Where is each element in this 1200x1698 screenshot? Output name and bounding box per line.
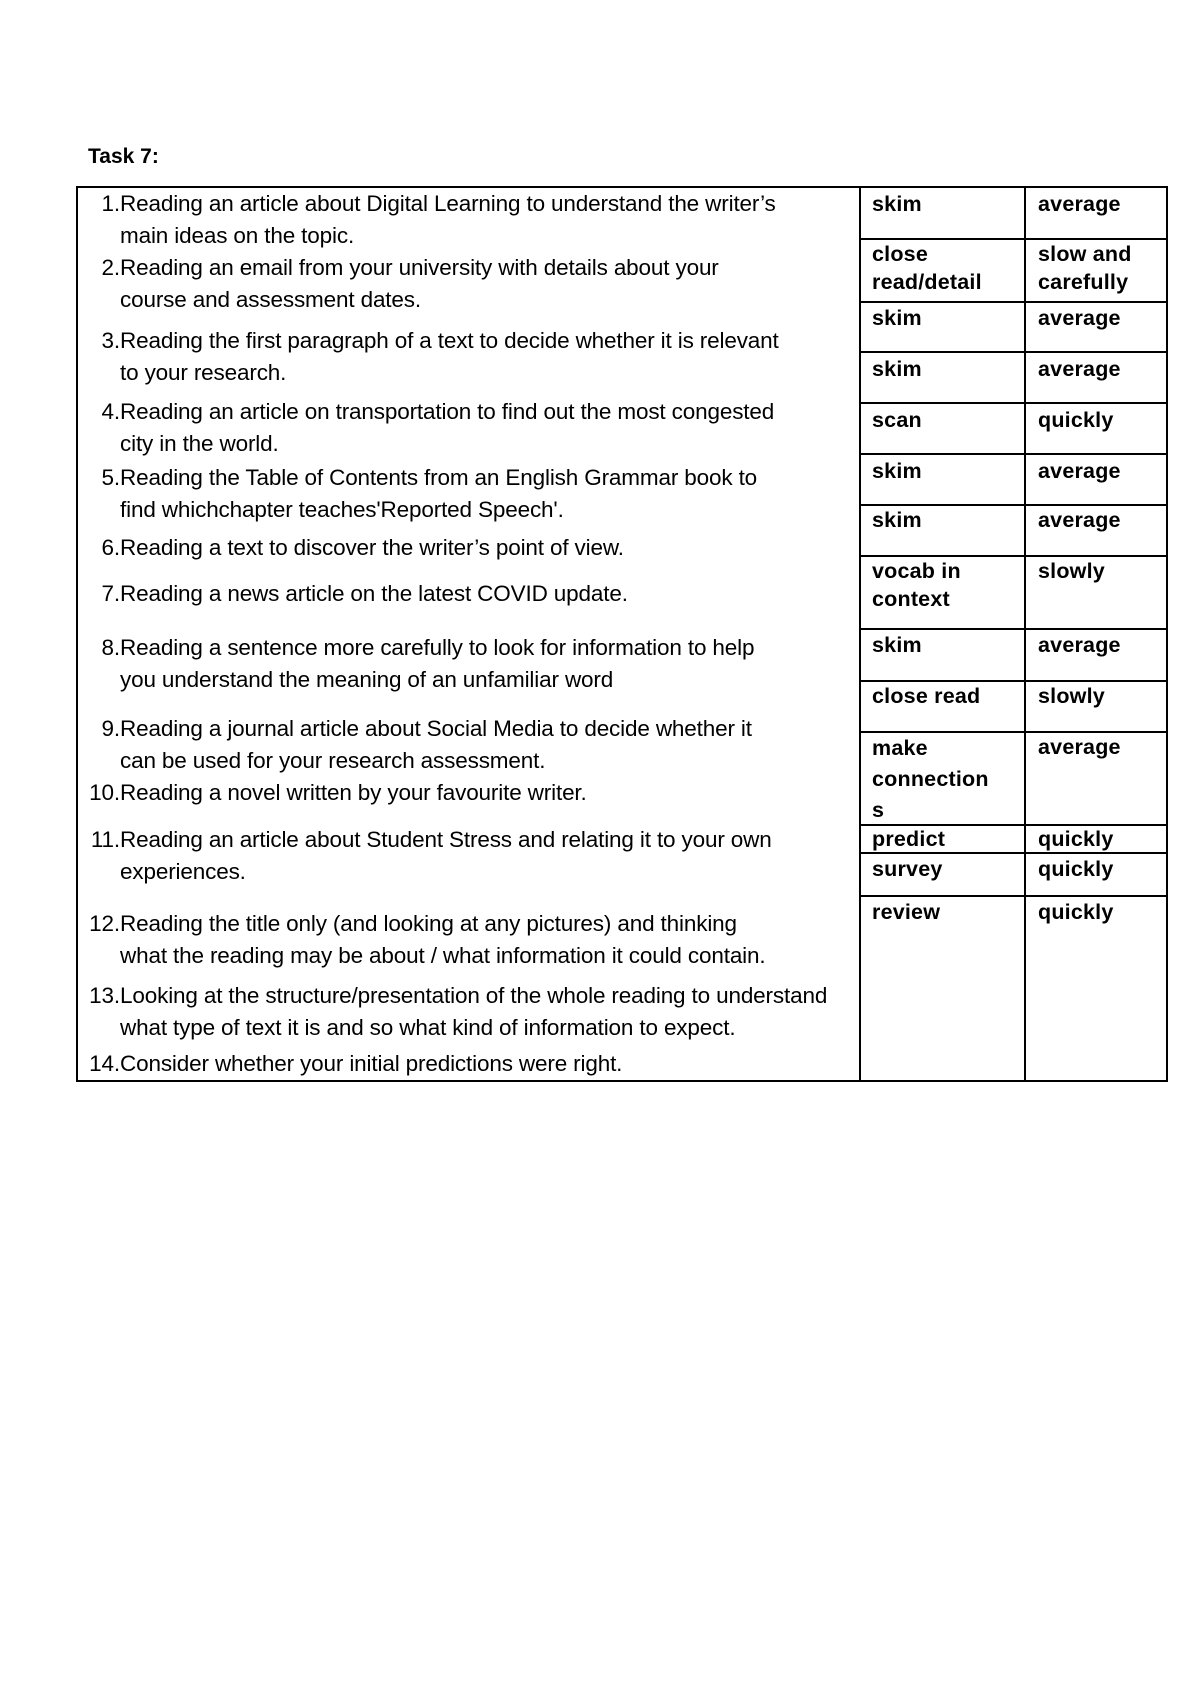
item-text: Reading the title only (and looking at any pictures) and thinking	[120, 911, 737, 936]
item-number: 8.	[101, 635, 120, 660]
list-item	[84, 252, 719, 312]
item-text: Reading an email from your university with details about your	[120, 255, 719, 280]
list-item	[84, 824, 772, 884]
item-text: Reading the first paragraph of a text to decide whether it is relevant	[120, 328, 779, 353]
item-number: 6.	[101, 535, 120, 560]
list-item	[84, 1048, 623, 1080]
row-divider	[860, 301, 1168, 303]
speed-cell: quickly	[1038, 900, 1114, 924]
strategy-cell: review	[872, 900, 941, 924]
speed-cell: quickly	[1038, 408, 1114, 432]
speed-cell	[1038, 240, 1132, 296]
strategy-cell	[872, 240, 982, 296]
item-number: 3.	[101, 328, 120, 353]
item-number: 4.	[101, 399, 120, 424]
strategy-cell: survey	[872, 857, 943, 881]
strategy-cell: skim	[872, 306, 922, 330]
item-text: Reading an article about Student Stress and relating it to your own	[120, 827, 772, 852]
speed-cell: average	[1038, 306, 1121, 330]
strategy-cell: close read	[872, 684, 981, 708]
item-text: Reading a news article on the latest COVID update.	[120, 581, 628, 606]
speed-text: carefully	[1038, 270, 1129, 294]
strategy-text: s	[872, 798, 885, 822]
list-item	[84, 325, 779, 385]
strategy-cell: scan	[872, 408, 922, 432]
item-text: Reading a novel written by your favourite writer.	[120, 780, 587, 805]
list-item	[84, 462, 758, 522]
item-text: find whichchapter teaches'Reported Speech'.	[120, 497, 564, 522]
strategy-text: vocab in	[872, 559, 961, 583]
speed-cell: average	[1038, 735, 1121, 759]
item-number: 10.	[89, 780, 120, 805]
item-text: Reading the Table of Contents from an English Grammar book to	[120, 465, 758, 490]
speed-cell: average	[1038, 459, 1121, 483]
speed-text: slow and	[1038, 242, 1132, 266]
item-text: main ideas on the topic.	[120, 223, 355, 248]
strategy-cell: skim	[872, 192, 922, 216]
speed-cell: slowly	[1038, 684, 1105, 708]
item-text: what the reading may be about / what information it could contain.	[120, 943, 766, 968]
item-number: 5.	[101, 465, 120, 490]
row-divider	[860, 402, 1168, 404]
list-item	[84, 980, 828, 1040]
strategy-text: connection	[872, 767, 989, 791]
item-text: Reading an article on transportation to find out the most congested	[120, 399, 775, 424]
strategy-text: close	[872, 242, 928, 266]
speed-cell: quickly	[1038, 827, 1114, 851]
list-item	[84, 777, 587, 809]
item-text: Looking at the structure/presentation of the whole reading to understand	[120, 983, 828, 1008]
list-item	[84, 578, 628, 610]
task-title: Task 7:	[88, 145, 159, 168]
speed-cell: average	[1038, 357, 1121, 381]
item-text: you understand the meaning of an unfamiliar word	[120, 667, 614, 692]
row-divider	[860, 895, 1168, 897]
strategy-cell	[872, 733, 989, 826]
item-number: 1.	[101, 191, 120, 216]
item-text: Reading a journal article about Social Media to decide whether it	[120, 716, 752, 741]
speed-cell: average	[1038, 633, 1121, 657]
strategy-text: make	[872, 736, 928, 760]
list-item	[84, 188, 776, 248]
item-text: Consider whether your initial predictions were right.	[120, 1051, 623, 1076]
item-number: 13.	[89, 983, 120, 1008]
list-item	[84, 396, 775, 456]
row-divider	[860, 453, 1168, 455]
strategy-text: read/detail	[872, 270, 982, 294]
strategy-text: context	[872, 587, 950, 611]
item-number: 14.	[89, 1051, 120, 1076]
item-number: 11.	[90, 827, 120, 852]
item-text: what type of text it is and so what kind of information to expect.	[120, 1015, 736, 1040]
item-text: city in the world.	[120, 431, 279, 456]
speed-cell: average	[1038, 508, 1121, 532]
item-text: experiences.	[120, 859, 246, 884]
list-item	[84, 632, 755, 692]
item-text: Reading a sentence more carefully to look for information to help	[120, 635, 755, 660]
item-text: Reading an article about Digital Learning to understand the writer’s	[120, 191, 776, 216]
item-text: course and assessment dates.	[120, 287, 421, 312]
strategy-cell: skim	[872, 633, 922, 657]
column-divider	[859, 186, 861, 1082]
row-divider	[860, 351, 1168, 353]
item-number: 2.	[101, 255, 120, 280]
item-text: to your research.	[120, 360, 287, 385]
list-item	[84, 713, 752, 773]
item-text: Reading a text to discover the writer’s point of view.	[120, 535, 624, 560]
speed-cell: slowly	[1038, 559, 1105, 583]
row-divider	[860, 628, 1168, 630]
speed-cell: average	[1038, 192, 1121, 216]
speed-cell: quickly	[1038, 857, 1114, 881]
column-divider	[1024, 186, 1026, 1082]
strategy-cell: predict	[872, 827, 946, 851]
strategy-cell: skim	[872, 357, 922, 381]
item-number: 7.	[101, 581, 120, 606]
item-number: 9.	[101, 716, 120, 741]
strategy-cell	[872, 557, 961, 613]
strategy-cell: skim	[872, 459, 922, 483]
list-item	[84, 532, 624, 564]
item-number: 12.	[89, 911, 120, 936]
strategy-cell: skim	[872, 508, 922, 532]
list-item	[84, 908, 766, 968]
item-text: can be used for your research assessment.	[120, 748, 546, 773]
